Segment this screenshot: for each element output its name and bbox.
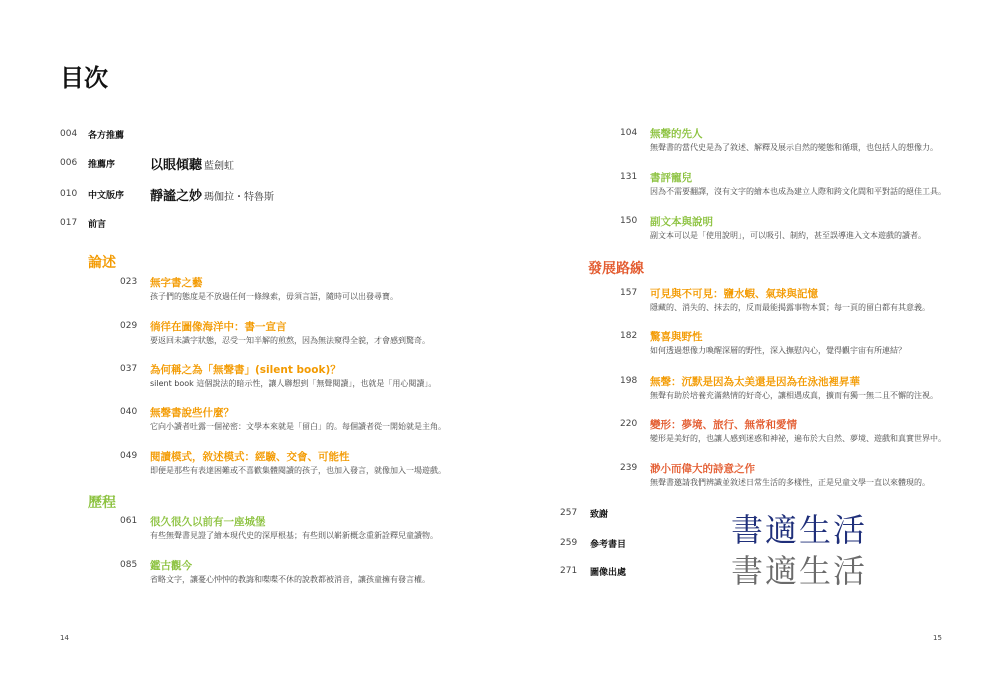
entry-page-number: 104 bbox=[620, 128, 638, 138]
entry-description: 變形是美好的，也讓人感到迷惑和神祕，遍布於大自然、夢境、遊戲和真實世界中。 bbox=[650, 434, 946, 443]
back-label[interactable]: 圖像出處 bbox=[590, 568, 627, 578]
entry-description: 要返回未識字狀態，忍受一知半解的煎熬，因為無法窺得全貌，才會感到驚奇。 bbox=[150, 336, 430, 345]
entry-description: 隱藏的、消失的、抹去的，反而最能揭露事物本質；每一頁的留白都有其意義。 bbox=[650, 303, 930, 312]
section-heading-lunshu: 論述 bbox=[88, 255, 116, 271]
entry-title[interactable]: 渺小而偉大的詩意之作 bbox=[650, 463, 755, 475]
entry-title[interactable]: 閱讀模式，敘述模式：經驗、交會、可能性 bbox=[150, 451, 350, 463]
entry-description: 副文本可以是「使用說明」，可以吸引、制約，甚至誤導進入文本遊戲的讀者。 bbox=[650, 231, 926, 240]
entry-description: 孩子們的態度是不放過任何一條線索，毋須言語，隨時可以出發尋寶。 bbox=[150, 292, 398, 301]
entry-title[interactable]: 為何稱之為「無聲書」(silent book)？ bbox=[150, 364, 341, 376]
front-page-number: 017 bbox=[60, 218, 78, 228]
back-label[interactable]: 參考書目 bbox=[590, 540, 627, 550]
back-label[interactable]: 致謝 bbox=[590, 510, 609, 520]
entry-description: 它向小讀者吐露一個祕密：文學本來就是「留白」的。每個讀者從一開始就是主角。 bbox=[150, 422, 446, 431]
entry-description: 無聲有助於培養充滿熱情的好奇心，讓相遇成真，擴而有獨一無二且不懈的注視。 bbox=[650, 391, 938, 400]
entry-page-number: 198 bbox=[620, 376, 638, 386]
entry-title[interactable]: 驚喜與野性 bbox=[650, 331, 703, 343]
entry-page-number: 023 bbox=[120, 277, 138, 287]
front-heading: 以眼傾聽 bbox=[150, 158, 203, 173]
section-heading-licheng: 歷程 bbox=[88, 495, 116, 511]
watermark-stamp: 書適生活 bbox=[731, 511, 868, 549]
watermark-stamp: 書適生活 bbox=[731, 552, 868, 590]
entry-page-number: 131 bbox=[620, 172, 638, 182]
entry-page-number: 239 bbox=[620, 463, 638, 473]
entry-description: 有些無聲書見證了繪本現代史的深厚根基；有些則以嶄新概念重新詮釋兒童讀物。 bbox=[150, 531, 438, 540]
front-label[interactable]: 前言 bbox=[88, 220, 107, 230]
entry-description: 如何透過想像力喚醒深層的野性，深入撫慰內心，覺得觀宇宙有所連結？ bbox=[650, 346, 906, 355]
front-heading: 靜謐之妙 bbox=[150, 189, 203, 204]
folio-left: 14 bbox=[60, 634, 69, 642]
front-author: 藍劍虹 bbox=[204, 161, 234, 172]
entry-title[interactable]: 無字書之藝 bbox=[150, 277, 203, 289]
back-page-number: 271 bbox=[560, 566, 578, 576]
section-heading-fazhan: 發展路線 bbox=[588, 261, 644, 277]
entry-title[interactable]: 書評寵兒 bbox=[650, 172, 692, 184]
entry-title[interactable]: 徜徉在圖像海洋中：書一宣言 bbox=[150, 321, 287, 333]
entry-page-number: 085 bbox=[120, 560, 138, 570]
back-page-number: 259 bbox=[560, 538, 578, 548]
entry-title[interactable]: 變形：夢境、旅行、無常和愛情 bbox=[650, 419, 797, 431]
back-page-number: 257 bbox=[560, 508, 578, 518]
entry-page-number: 061 bbox=[120, 516, 138, 526]
entry-description: 即便是那些有表達困難或不喜歡集體閱讀的孩子，也加入發言，就像加入一場遊戲。 bbox=[150, 466, 446, 475]
entry-title[interactable]: 副文本與說明 bbox=[650, 216, 713, 228]
entry-description: silent book 這個說法的暗示性，讓人聯想到「無聲閱讀」，也就是「用心閱讀」。 bbox=[150, 379, 437, 388]
entry-title[interactable]: 可見與不可見：鹽水蝦、氣球與記憶 bbox=[650, 288, 818, 300]
entry-description: 無聲書邀請我們辨識並敘述日常生活的多樣性，正是兒童文學一直以來體現的。 bbox=[650, 478, 930, 487]
entry-title[interactable]: 鑑古觀今 bbox=[150, 560, 192, 572]
entry-description: 無聲書的當代史是為了敘述、解釋及展示自然的變態和循環，也包括人的想像力。 bbox=[650, 143, 938, 152]
front-label[interactable]: 推薦序 bbox=[88, 160, 116, 170]
front-author: 瑪伽拉・特魯斯 bbox=[204, 192, 274, 203]
entry-page-number: 182 bbox=[620, 331, 638, 341]
entry-page-number: 150 bbox=[620, 216, 638, 226]
front-page-number: 010 bbox=[60, 189, 78, 199]
entry-page-number: 037 bbox=[120, 364, 138, 374]
entry-title[interactable]: 無聲書說些什麼？ bbox=[150, 407, 234, 419]
entry-page-number: 040 bbox=[120, 407, 138, 417]
entry-title[interactable]: 很久很久以前有一座城堡 bbox=[150, 516, 266, 528]
page-title: 目次 bbox=[60, 64, 108, 92]
entry-title[interactable]: 無聲：沉默是因為太美還是因為在泳池裡昇華 bbox=[650, 376, 860, 388]
front-label[interactable]: 中文版序 bbox=[88, 191, 125, 201]
front-page-number: 006 bbox=[60, 158, 78, 168]
front-label[interactable]: 各方推薦 bbox=[88, 131, 125, 141]
front-page-number: 004 bbox=[60, 129, 78, 139]
entry-page-number: 220 bbox=[620, 419, 638, 429]
entry-description: 因為不需要翻譯，沒有文字的繪本也成為建立人際和跨文化間和平對話的絕佳工具。 bbox=[650, 187, 946, 196]
entry-page-number: 029 bbox=[120, 321, 138, 331]
folio-right: 15 bbox=[933, 634, 942, 642]
entry-page-number: 049 bbox=[120, 451, 138, 461]
entry-page-number: 157 bbox=[620, 288, 638, 298]
entry-description: 省略文字，讓憂心忡忡的教誨和喋喋不休的說教都被消音，讓孩童擁有發言權。 bbox=[150, 575, 430, 584]
entry-title[interactable]: 無聲的先人 bbox=[650, 128, 703, 140]
